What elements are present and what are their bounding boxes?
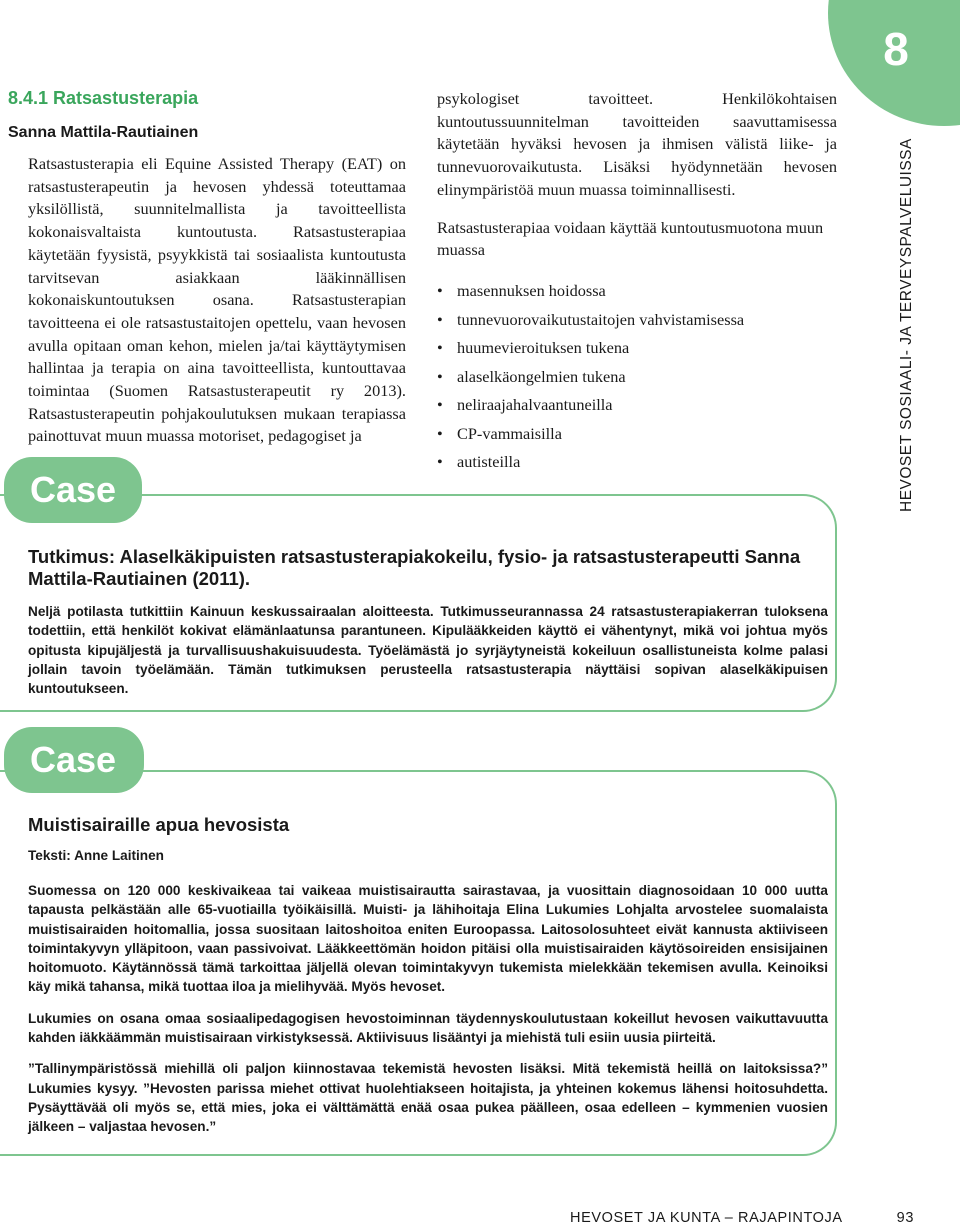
chapter-number: 8	[883, 23, 909, 75]
list-item: • neliraajahalvaantuneilla	[437, 391, 837, 420]
case-dementia-paragraph: ”Tallinympäristössä miehillä oli paljon kiinnostavaa tekemistä hevosten lisäksi. Mitä tekemistä heillä on laitoksissa?” Lukumies kysyy. ”Hevosten parissa miehet ottivat huolehtiakseen hoitajista, ja yhteinen kokemus lähensi hoitosuhdetta. Pysäyttävää oli myös se, että mies, joka ei välttämättä enää osaa pukea päälleen, osaa edelleen – kymmenien vuosien jälkeen – valjastaa hevosen.”	[28, 1061, 828, 1135]
right-column-text: psykologiset tavoitteet. Henkilökohtaisen kuntoutussuunnitelman tavoitteiden saavuttamisessa käytetään hyväksi hevosen ja ihmisen välistä liike- ja tunnevuorovaikutusta. Lisäksi hyödynnetään hevosen elinympäristöä muun muassa toiminnallisesti.	[437, 89, 837, 199]
case-dementia-paragraph: Suomessa on 120 000 keskivaikeaa tai vaikeaa muistisairautta sairastavaa, ja vuosittain diagnosoidaan 10 000 uutta tapausta pelkästään alle 65-vuotiailla työikäisillä. Muisti- ja lähihoitaja Elina Lukumies Lohjalta arvostelee suomalaista muistisairaiden hoitomallia, jossa suositaan laitoshoitoa eniten Euroopassa. Laitosolosuhteet eivät kannusta aktiiviseen toimintakyvyn ylläpitoon, vaan passivoivat. Lääkkeettömän hoidon pitäisi olla muistisairaiden käytösoireiden ensisijainen hoitomuoto. Käytännössä tämä tarkoittaa jäljellä olevan toimintakyvyn tukemista mielekkään tekemisen avulla. Keinoiksi käy mikä tahansa, mikä tuottaa iloa ja mielihyvää. Myös hevoset.	[28, 883, 828, 995]
footer-title: HEVOSET JA KUNTA – RAJAPINTOJA	[570, 1210, 843, 1226]
list-item: • autisteilla	[437, 448, 837, 477]
list-item: • tunnevuorovaikutustaitojen vahvistamisessa	[437, 306, 837, 335]
section-title: 8.4.1 Ratsastusterapia	[8, 88, 199, 108]
case-label: Case	[4, 457, 142, 523]
case-dementia-title: Muistisairaille apua hevosista	[28, 814, 290, 835]
case-research-content	[28, 546, 828, 698]
section-author: Sanna Mattila-Rautiainen	[8, 124, 199, 141]
right-column	[437, 88, 837, 477]
case-label: Case	[4, 727, 144, 793]
case-dementia-content	[28, 814, 828, 1137]
list-item: • huumevieroituksen tukena	[437, 334, 837, 363]
case-research-body: Neljä potilasta tutkittiin Kainuun keskussairaalan aloitteesta. Tutkimusseurannassa 24 ratsastusterapiakerran tuloksena todettiin, että henkilöt kokivat elämänlaatunsa parantuneen. Kipulääkkeiden käyttö ei vähentynyt, mikä voi johtua myös opitusta kipujäljestä ja turvallisuushakuisuudesta. Työelämästä jo syrjäytyneistä kokeiluun osallistuneista kolme palasi jollain tavoin työelämään. Tämän tutkimuksen perusteella ratsastusterapia näyttäisi sopivan alaselkäkipuisen kuntoutukseen.	[28, 604, 828, 697]
page-number: 93	[896, 1210, 914, 1226]
left-column-text: Ratsastusterapia eli Equine Assisted Therapy (EAT) on ratsastusterapeutin ja hevosen yhdessä toteuttamaa yksilöllistä, suunnitelmallista ja tavoitteellista kokonaisvaltaista kuntoutusta. Ratsastusterapiaa käytetään fyysistä, psyykkistä tai sosiaalista kuntoutusta tarvitsevan asiakkaan lääkinnällisen kokonaiskuntoutuksen osana. Ratsastusterapian tavoitteena ei ole ratsastustaitojen opettelu, vaan hevosen avulla opitaan oman kehon, mielen ja/tai käyttäytymisen hallintaa ja terapia on aina tavoitteellista, kuntouttavaa toimintaa (Suomen Ratsastusterapeutit ry 2013). Ratsastusterapeutin pohjakoulutuksen mukaan terapiassa painottuvat muun muassa motoriset, pedagogiset ja	[28, 154, 406, 446]
case-dementia-byline: Teksti: Anne Laitinen	[28, 848, 164, 863]
list-item: • alaselkäongelmien tukena	[437, 363, 837, 392]
list-intro: Ratsastusterapiaa voidaan käyttää kuntoutusmuotona muun muassa	[437, 217, 824, 260]
list-item: • masennuksen hoidossa	[437, 277, 837, 306]
list-item: • CP-vammaisilla	[437, 420, 837, 449]
side-running-header: HEVOSET SOSIAALI- JA TERVEYSPALVELUISSA	[898, 138, 915, 512]
indication-list	[437, 277, 837, 477]
case-research-title: Tutkimus: Alaselkäkipuisten ratsastusterapiakokeilu, fysio- ja ratsastusterapeutti Sanna Mattila-Rautiainen (2011).	[28, 546, 801, 589]
case-dementia-paragraph: Lukumies on osana omaa sosiaalipedagogisen hevostoiminnan täydennyskoulutustaan kokeillut hevosen vaikuttavuutta kahden iäkkäämmän muistisairaan virkistyksessä. Aktiivisuus lisääntyi ja miehistä tuli esiin uusia piirteitä.	[28, 1010, 828, 1046]
page-footer	[570, 1210, 914, 1226]
